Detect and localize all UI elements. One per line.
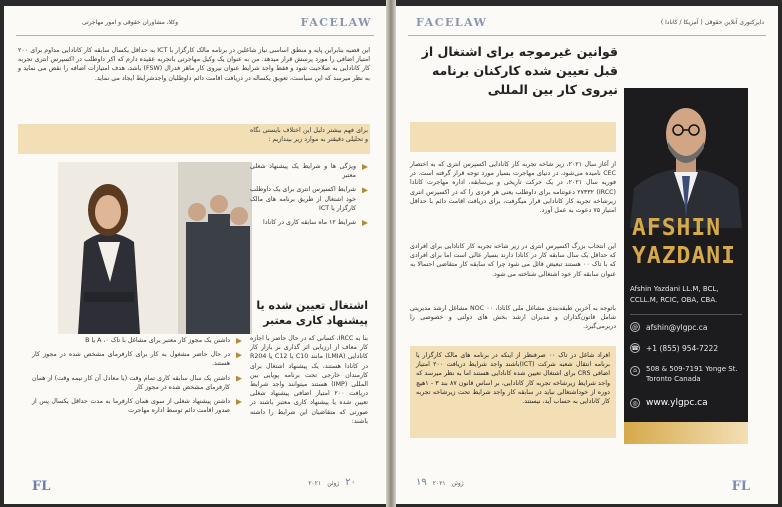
- first-name: AFSHIN: [632, 215, 722, 241]
- header-rule: [16, 35, 374, 36]
- right-page-header: دایرکتوری آنلاین حقوقی ( آمریکا / کانادا ): [660, 19, 764, 26]
- conditions-list: [32, 336, 242, 420]
- footer-month: ژوئن: [451, 480, 464, 487]
- credentials: Afshin Yazdani LL.M, BCL, CCLL.M, RCIC, OBA, CBA.: [630, 285, 719, 304]
- businesswomen-photo: [58, 162, 252, 334]
- gold-band: [410, 122, 616, 152]
- footer-month: ژوئن: [327, 480, 340, 487]
- address-row: [630, 364, 738, 384]
- paragraph-2: این انتخاب بزرگ اکسپرس انتری در زیر شاخه تجربه کار کانادایی برای افرادی که حداقل یک سال سابقه کار در کانادا دارند بسیار عالی است اما برای افرادی که با تاک ۰۰ هستند تبعیض قائل می شود چرا که سابقه کار متقاضی احتمالا به عنوان سابقه کار خود اشتغالی شناخته می شود.: [410, 243, 616, 278]
- left-page: [4, 6, 386, 504]
- condition-item: داشتن پیشنهاد شغلی از سوی همان کارفرما به مدت حداقل یکسال پس از صدور اقامت دائم توسط اداره مهاجرت: [32, 397, 242, 415]
- page-number: ۱۹: [416, 477, 427, 488]
- footer-year: ۲۰۲۱: [308, 480, 322, 487]
- phone-text[interactable]: +1 (855) 954-7222: [646, 343, 719, 353]
- section-body: بنا به IRCC، کسانی که در حال حاضر با اجازه کار معاف از ارزیابی اثر گذاری بر بازار کار کانادایی (LMIA) مانند C10 یا C12 یا R204 در کانادا هستند، یک پیشنهاد اشتغال برای کارمندان خارجی تحت برنامه پویایی بین المللی (IMP) هستند میتوانند واجد شرایط دریافت ۲۰۰ امتیاز اضافی پیشنهاد شغلی تعیین شده یا پیشنهاد کاری معتبر باشند در صورتی که متقاضیان این شرایط را داشته باشند:: [250, 335, 369, 425]
- headline: قوانین غیرموجه برای اشتغال از قبل تعیین شده کارکنان برنامه نیروی کار بین المللی: [421, 44, 618, 97]
- condition-item: در حال حاضر مشغول به کار برای کارفرمای مشخص شده در مجوز کار هستند.: [32, 350, 242, 368]
- address-line-1: 508 & 509-7191 Yonge St.: [646, 365, 738, 373]
- divider: [630, 314, 742, 315]
- email-row[interactable]: [630, 322, 708, 332]
- email-icon: @: [632, 323, 638, 331]
- website-text[interactable]: www.ylgpc.ca: [646, 398, 708, 408]
- right-footer: [416, 477, 464, 488]
- reason-item: شرایط ۱۲ ماه سابقه کاری در کانادا: [250, 218, 368, 227]
- page-number: ۲۰: [345, 477, 356, 488]
- right-brand: FACELAW: [416, 16, 488, 29]
- reasons-intro: برای فهم بیشتر دلیل این اختلاف بایستی نگاه و تحلیلی دقیقتر به موارد زیر بیندازیم :: [250, 127, 368, 144]
- book-spine: [386, 0, 396, 507]
- intro-paragraph: این قضیه بنابراین پایه و منطق اساسی نیاز شاغلین در برنامه مالک کارگزار با ICT به حداقل یکسال سابقه کار کانادایی مداوم برای ۲۰۰ امتیاز اضافی را مورد پرسش قرار میدهد. من به عنوان یک وکیل مهاجرتی باتجربه عقیده دارم که اکر داوطلب در اکسپرس انتری تجربه کار کانادایی به صلاحیت شود و فقط واجد شرایط عنوان نیروی کار ماهر فدرال (FSW) باشد، هدف امتیازات اضافه را نقض می نماید و به نظر میرسد که این سیاست، تعویق یکساله در دریافت اقامت دائم داوطلبان واجدشرایط ایجاد می نماید.: [18, 47, 371, 82]
- left-brand: FACELAW: [300, 16, 372, 29]
- phone-row[interactable]: [630, 343, 718, 353]
- paragraph-1: از آغاز سال ۲۰۲۱، زیر شاخه تجربه کار کانادایی اکسپرس انتری که به اختصار CEC نامیده می‌شود، در دنیای مهاجرت بسیار مورد توجه قرار گرفته است. در فوریه سال ۲۰۲۱، در یک حرکت تاریخی و بی‌سابقه، اداره مهاجرت کانادا (IRCC) ۲۷۳۳۲ دعوتنامه برای داوطلب یعنی هر فردی را که در اکسپرس انتری زیرشاخه تجربه کار کانادایی قرار میگرفت، برای دریافت اقامت دائم با حداقل امتیاز ۷۵ دعوت به عمل آورد.: [410, 161, 616, 215]
- right-page: [396, 6, 778, 504]
- globe-icon: ◎: [630, 398, 640, 408]
- reasons-list: [250, 162, 368, 232]
- section-title: اشتغال تعیین شده یا پیشنهاد کاری معتبر: [256, 299, 368, 327]
- condition-item: داشتن یک مجوز کار معتبر برای مشاغل با تاک ۰، A یا B: [32, 336, 242, 345]
- website-row[interactable]: [630, 398, 708, 408]
- last-name: YAZDANI: [632, 243, 736, 269]
- email-text[interactable]: afshin@ylgpc.ca: [646, 322, 708, 332]
- lawyer-ad: [624, 88, 748, 444]
- location-pin-icon: ⌂: [630, 366, 640, 376]
- highlight-box: افراد شاغل در تاک ۰۰ صرفنظر از اینکه در برنامه های مالک کارگزار یا برنامه انتقال شعبه شرکت (ICT)باشند واجد شرایط دریافت ۲۰۰ امتیاز اضافی CRS برای اشتغال تعیین شده کانادایی هستند اما به نظر میرسد که واجد شرایط زیرشاخه تجربه کار کانادایی، بر اساس قانون ۸۷ بند ۳ - ۱هیچ دوره از خوداشتغالی نباید در سابقه کار واجد شرایط تحت زیرشاخه تجربه کار کانادایی به حساب آید، نیستند.: [410, 346, 616, 438]
- condition-item: داشتن یک سال سابقه کاری تمام وقت (یا معادل آن کار نیمه وقت) از همان کارفرمای مشخص شده در مجوز کار: [32, 374, 242, 392]
- footer-year: ۲۰۲۱: [432, 480, 446, 487]
- reason-item: شرایط اکسپرس انتری برای یک داوطلب خود اشتغال از طریق برنامه های مالک کارگزار یا ICT: [250, 185, 368, 213]
- left-page-header: وکلا، مشاوران حقوقی و امور مهاجرتی: [81, 19, 178, 26]
- ad-gold-bar: [624, 422, 748, 444]
- phone-icon: ☎: [631, 344, 639, 352]
- facelaw-logo: FL: [32, 479, 51, 494]
- facelaw-logo: FL: [731, 479, 750, 494]
- header-rule: [408, 35, 766, 36]
- lawyer-portrait: [624, 88, 748, 228]
- address-line-2: Toronto Canada: [646, 375, 701, 383]
- reason-item: ویژگی ها و شرایط یک پیشنهاد شغلی معتبر: [250, 162, 368, 180]
- left-footer: [308, 477, 356, 488]
- paragraph-3: باتوجه به آخرین طبقه‌بندی مشاغل ملی کانادا، NOC ۰۰ مشاغل ارشد مدیریتی شامل قانون‌گذاران و مدیران ارشد بخش های دولتی و خصوصی را دربرمی‌گیرد.: [410, 305, 616, 331]
